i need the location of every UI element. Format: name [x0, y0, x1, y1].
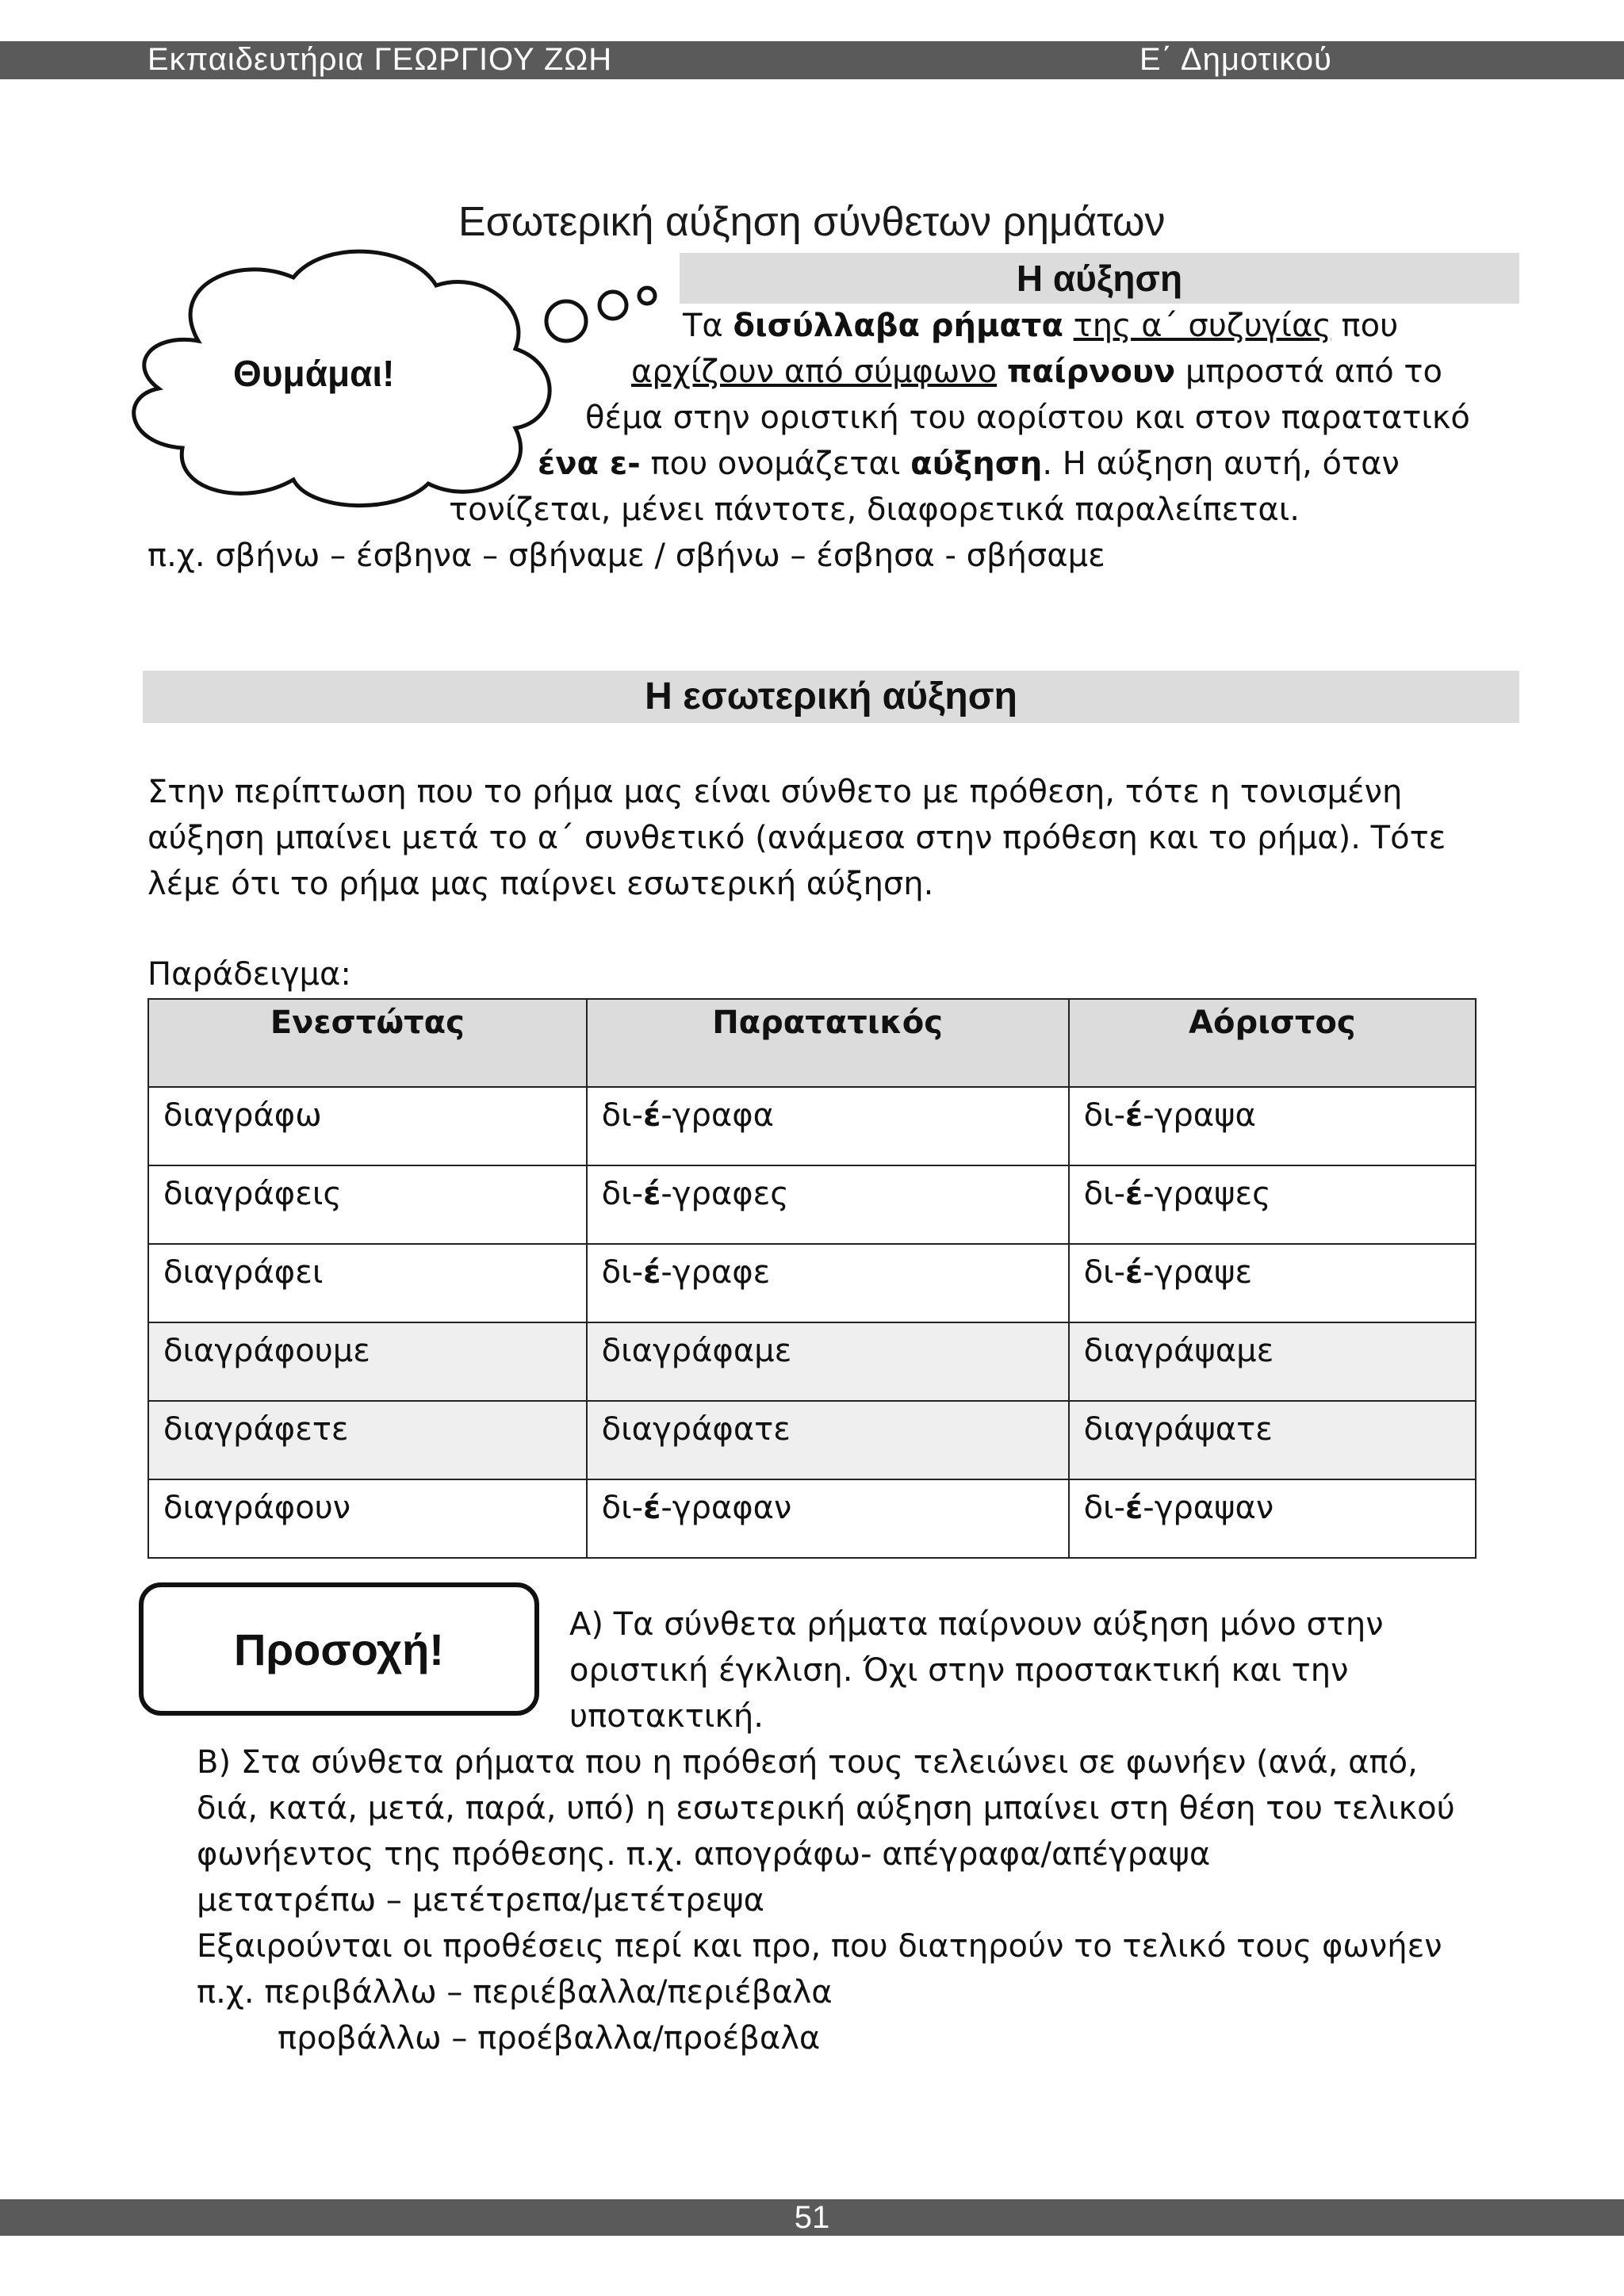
- rule-line-5: τονίζεται, μένει πάντοτε, διαφορετικά παραλείπεται.: [449, 492, 1300, 528]
- table-row: διαγράφω δι-έ-γραφα δι-έ-γραψα: [148, 1087, 1476, 1165]
- header-imperfect: Παρατατικός: [587, 999, 1069, 1087]
- table-row: διαγράφει δι-έ-γραφε δι-έ-γραψε: [148, 1244, 1476, 1322]
- rule-line-4: ένα ε- που ονομάζεται αύξηση. Η αύξηση αυτή, όταν: [538, 446, 1400, 482]
- table-row: διαγράφετε διαγράφατε διαγράψατε: [148, 1401, 1476, 1479]
- attention-b-line-1: Β) Στα σύνθετα ρήματα που η πρόθεσή τους τελειώνει σε φωνήεν (ανά, από,: [197, 1744, 1418, 1781]
- table-row: διαγράφουμε διαγράφαμε διαγράψαμε: [148, 1322, 1476, 1401]
- table-row: διαγράφουν δι-έ-γραφαν δι-έ-γραψαν: [148, 1479, 1476, 1558]
- table-header-row: [148, 999, 1476, 1087]
- example-label: Παράδειγμα:: [147, 956, 351, 993]
- attention-b-line-3: φωνήεντος της πρόθεσης. π.χ. απογράφω- απέγραφα/απέγραψα: [197, 1836, 1211, 1873]
- section-heading-augment: Η αύξηση: [680, 253, 1519, 304]
- paragraph-line-2: αύξηση μπαίνει μετά το α΄ συνθετικό (ανάμεσα στην πρόθεση και το ρήμα). Τότε: [147, 820, 1446, 856]
- paragraph-line-1: Στην περίπτωση που το ρήμα μας είναι σύνθετο με πρόθεση, τότε η τονισμένη: [147, 774, 1403, 810]
- attention-b-line-4: μετατρέπω – μετέτρεπα/μετέτρεψα: [197, 1882, 765, 1919]
- rule-line-1: Τα δισύλλαβα ρήματα της α΄ συζυγίας που: [683, 308, 1399, 344]
- page-title: Εσωτερική αύξηση σύνθετων ρημάτων: [458, 199, 1166, 245]
- attention-b-line-2: διά, κατά, μετά, παρά, υπό) η εσωτερική αύξηση μπαίνει στη θέση του τελικού: [197, 1790, 1455, 1827]
- attention-box: Προσοχή!: [139, 1582, 539, 1716]
- attention-b-line-5: Εξαιρούνται οι προθέσεις περί και προ, που διατηρούν το τελικό τους φωνήεν: [197, 1928, 1442, 1965]
- attention-a-line-2: οριστική έγκλιση. Όχι στην προστακτική και την: [569, 1652, 1349, 1689]
- attention-b-line-7: προβάλλω – προέβαλλα/προέβαλα: [278, 2020, 821, 2057]
- cloud-label: Θυμάμαι!: [233, 353, 395, 394]
- attention-b-line-6: π.χ. περιβάλλω – περιέβαλλα/περιέβαλα: [197, 1974, 833, 2011]
- rule-line-3: θέμα στην οριστική του αορίστου και στον παρατατικό: [585, 400, 1470, 436]
- attention-a-line-3: υποτακτική.: [569, 1698, 764, 1735]
- section-heading-internal-augment: Η εσωτερική αύξηση: [143, 671, 1519, 723]
- attention-a-line-1: Α) Τα σύνθετα ρήματα παίρνουν αύξηση μόνο στην: [569, 1606, 1384, 1643]
- conjugation-table: [147, 998, 1477, 1559]
- page-number: 51: [794, 2200, 830, 2235]
- table-row: διαγράφεις δι-έ-γραφες δι-έ-γραψες: [148, 1165, 1476, 1244]
- rule-line-2: αρχίζουν από σύμφωνο παίρνουν μπροστά από το: [631, 354, 1442, 390]
- header-grade: Ε΄ Δημοτικού: [1139, 42, 1332, 77]
- header-aorist: Αόριστος: [1069, 999, 1476, 1087]
- header-school-name: Εκπαιδευτήρια ΓΕΩΡΓΙΟΥ ΖΩΗ: [147, 42, 613, 77]
- rule-example: π.χ. σβήνω – έσβηνα – σβήναμε / σβήνω – έσβησα - σβήσαμε: [147, 538, 1105, 574]
- paragraph-line-3: λέμε ότι το ρήμα μας παίρνει εσωτερική αύξηση.: [147, 866, 934, 902]
- header-present: Ενεστώτας: [148, 999, 587, 1087]
